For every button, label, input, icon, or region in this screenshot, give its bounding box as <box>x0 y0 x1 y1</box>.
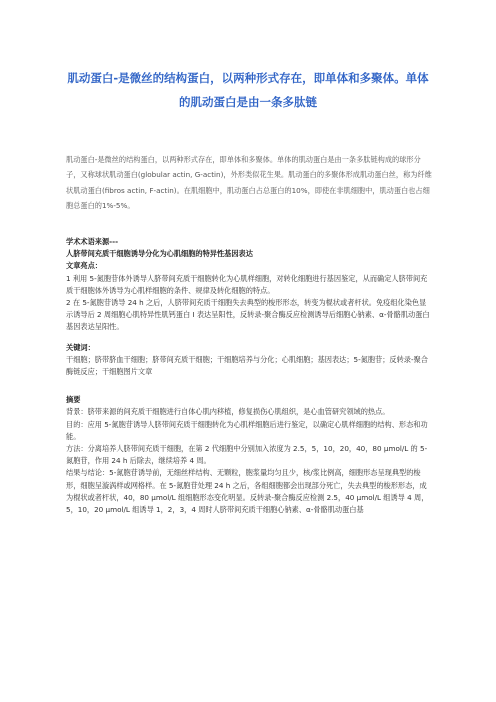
source-label: 学术术语来源--- <box>66 237 119 246</box>
highlight-2: 2 在 5-氮胞苷诱导 24 h 之后，人脐带间充质干细胞失去典型的梭形形态，转变为棍状或者杆状。免疫组化染色显示诱导后 2 周细胞心肌特异性肌钙蛋白 I 表达呈阳性，反转录-聚合酶反应检测诱导后细胞心钠素、α-骨骼肌动蛋白基因表达呈阳性。 <box>66 298 430 332</box>
keywords-text: 干细胞；脐带脐血干细胞；脐带间充质干细胞；干细胞培养与分化；心肌细胞；基因表达；5-氮胞苷；反转录-聚合酶链反应；干细胞图片文章 <box>66 354 428 377</box>
highlight-1: 1 利用 5-氮胞苷体外诱导人脐带间充质干细胞转化为心肌样细胞，对转化细胞进行基因鉴定，从而确定人脐带间充质干细胞体外诱导为心肌样细胞的条件、规律及转化细胞的特点。 <box>66 273 428 295</box>
article-title: 人脐带间充质干细胞诱导分化为心肌细胞的特异性基因表达 <box>66 249 253 259</box>
article-section <box>66 236 432 516</box>
abstract-background: 背景：脐带来源的间充质干细胞进行自体心肌内移植，修复损伤心肌组织，是心血管研究领域的热点。 <box>66 407 390 417</box>
abstract-methods: 方法：分离培养人脐带间充质干细胞，在第 2 代细胞中分别加入浓度为 2.5，5，10，20，40，80 μmol/L 的 5-氮胞苷，作用 24 h 后除去，继续培养 4 周。 <box>66 444 428 466</box>
document-title: 肌动蛋白-是微丝的结构蛋白，以两种形式存在，即单体和多聚体。单体的肌动蛋白是由一条多肽链 <box>67 71 429 109</box>
abstract-results: 结果与结论：5-氮胞苷诱导前，无细丝样结构、无颗粒，胞浆量均匀且少，核/浆比例高，细胞形态呈现典型的梭形，细胞呈漩涡样或网格样。在 5-氮胞苷处理 24 h 之后，各组细胞都会出现部分死亡，失去典型的梭形形态，成为棍状或者杆状，40，80 μmol/L 组细胞形态变化明显。反转录-聚合酶反应检测 2.5，40 μmol/L 组诱导 4 周，5，10，20 μmol/L 组诱导 1，2，3，4 周时人脐带间充质干细胞心钠素、α-骨骼肌动蛋白基 <box>66 468 429 515</box>
abstract-label: 摘要 <box>66 395 81 405</box>
keywords-label: 关键词： <box>66 342 95 352</box>
highlights-label: 文章亮点： <box>66 261 102 271</box>
intro-paragraph: 肌动蛋白-是微丝的结构蛋白，以两种形式存在，即单体和多聚体。单体的肌动蛋白是由一条多肽链构成的球形分子，又称球状肌动蛋白(globular actin, G-actin)，外形类似花生果。肌动蛋白的多聚体形成肌动蛋白丝，称为纤维状肌动蛋白(fibros actin, F-actin)。在肌细胞中，肌动蛋白占总蛋白的10%，即使在非肌细胞中，肌动蛋白也占细胞总蛋白的1%-5%。 <box>66 155 432 211</box>
abstract-objective: 目的：应用 5-氮胞苷诱导人脐带间充质干细胞转化为心肌样细胞后进行鉴定，以确定心肌样细胞的结构、形态和功能。 <box>66 419 428 441</box>
